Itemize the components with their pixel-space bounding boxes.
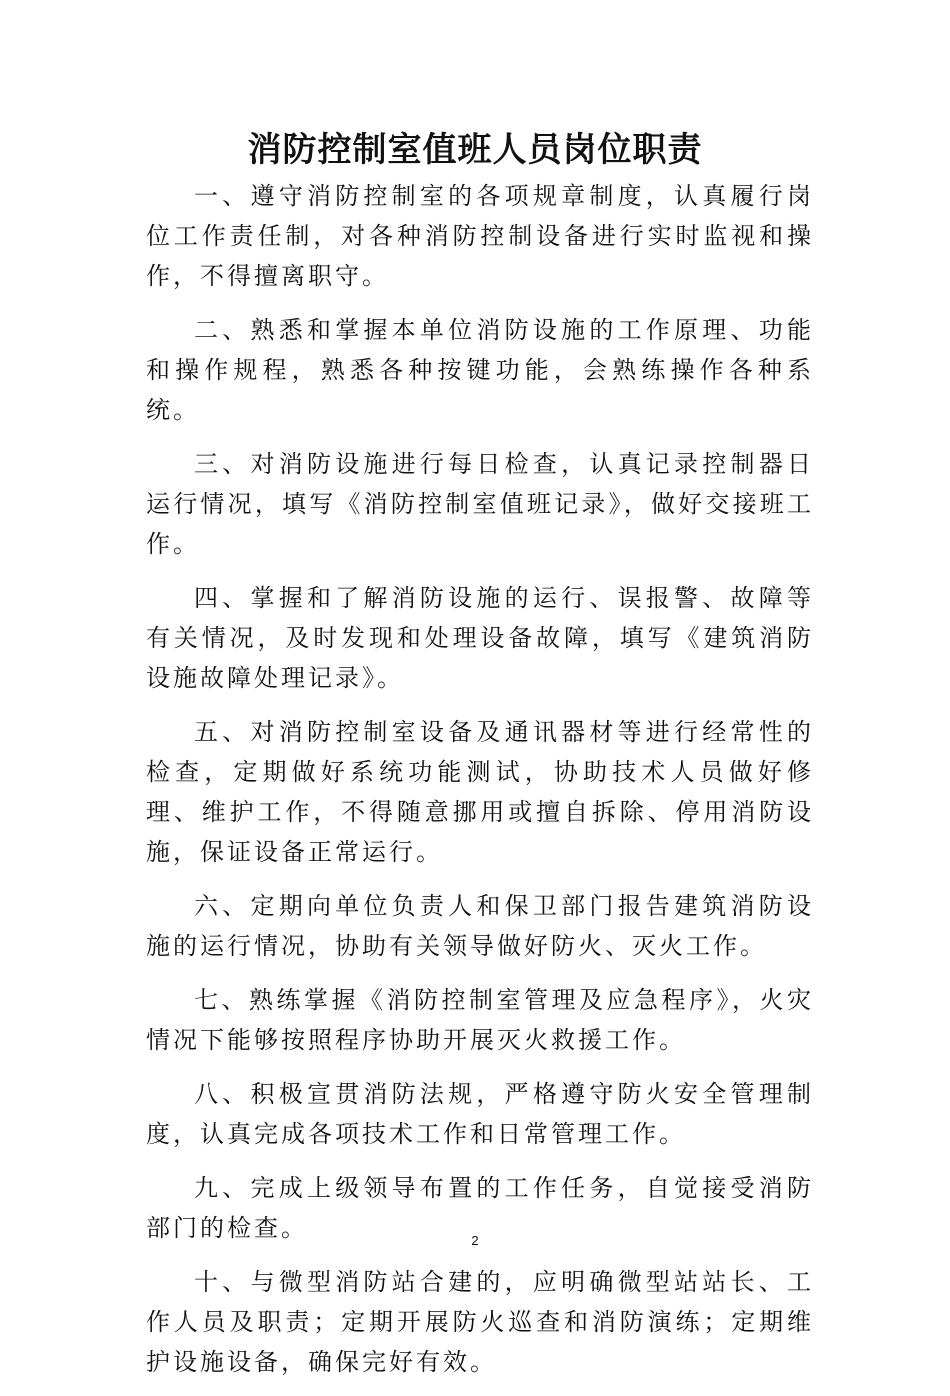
duty-item-9: 九、完成上级领导布置的工作任务，自觉接受消防部门的检查。 [146, 1174, 814, 1242]
duty-item-4: 四、掌握和了解消防设施的运行、误报警、故障等有关情况，及时发现和处理设备故障，填写《建筑消防设施故障处理记录》。 [146, 584, 814, 692]
duty-item-5: 五、对消防控制室设备及通讯器材等进行经常性的检查，定期做好系统功能测试，协助技术人员做好修理、维护工作，不得随意挪用或擅自拆除、停用消防设施，保证设备正常运行。 [146, 718, 814, 866]
duty-item-7: 七、熟练掌握《消防控制室管理及应急程序》，火灾情况下能够按照程序协助开展灭火救援工作。 [146, 986, 814, 1054]
duty-item-10: 十、与微型消防站合建的，应明确微型站站长、工作人员及职责；定期开展防火巡查和消防演练；定期维护设施设备，确保完好有效。 [146, 1268, 814, 1376]
duty-item-3: 三、对消防设施进行每日检查，认真记录控制器日运行情况，填写《消防控制室值班记录》，做好交接班工作。 [146, 450, 814, 558]
page-number: 2 [471, 1233, 479, 1248]
page-title: 消防控制室值班人员岗位职责 [247, 130, 703, 170]
document-body [146, 176, 814, 1396]
duty-item-2: 二、熟悉和掌握本单位消防设施的工作原理、功能和操作规程，熟悉各种按键功能，会熟练操作各种系统。 [146, 316, 814, 424]
duty-item-8: 八、积极宣贯消防法规，严格遵守防火安全管理制度，认真完成各项技术工作和日常管理工作。 [146, 1080, 814, 1148]
duty-item-1: 一、遵守消防控制室的各项规章制度，认真履行岗位工作责任制，对各种消防控制设备进行实时监视和操作，不得擅离职守。 [146, 182, 814, 290]
duty-item-6: 六、定期向单位负责人和保卫部门报告建筑消防设施的运行情况，协助有关领导做好防火、灭火工作。 [146, 892, 814, 960]
